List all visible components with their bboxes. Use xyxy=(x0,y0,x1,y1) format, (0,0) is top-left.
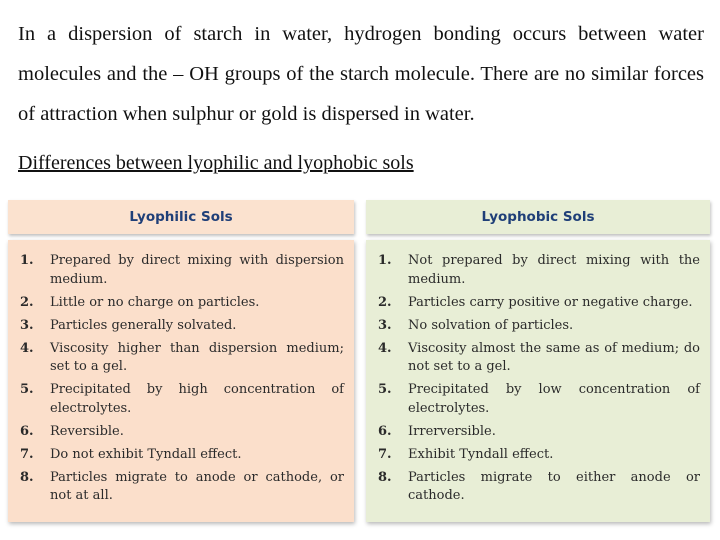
list-item xyxy=(378,381,700,418)
item-number: 8. xyxy=(20,469,34,485)
item-number: 5. xyxy=(378,382,392,397)
item-text: Exhibit Tyndall effect. xyxy=(408,446,554,462)
item-text: No solvation of particles. xyxy=(408,317,574,333)
list-item xyxy=(20,381,344,418)
item-text: Little or no charge on particles. xyxy=(50,294,260,310)
lyophobic-header: Lyophobic Sols xyxy=(366,200,710,234)
item-text: Reversible. xyxy=(50,423,124,439)
list-item xyxy=(20,294,344,313)
item-text: Viscosity higher than dispersion medium; set to a gel. xyxy=(50,340,344,374)
list-item xyxy=(378,469,700,506)
item-number: 1. xyxy=(378,253,392,268)
item-number: 1. xyxy=(20,253,34,268)
item-text: Do not exhibit Tyndall effect. xyxy=(50,446,242,462)
item-text: Particles carry positive or negative charge. xyxy=(408,294,693,310)
item-text: Particles generally solvated. xyxy=(50,317,237,333)
list-item xyxy=(378,252,700,289)
list-item xyxy=(378,294,700,313)
list-item xyxy=(378,340,700,377)
list-item xyxy=(378,423,700,442)
item-number: 4. xyxy=(378,340,392,356)
item-number: 2. xyxy=(378,294,392,310)
item-text: Prepared by direct mixing with dispersion medium. xyxy=(50,253,344,287)
item-number: 4. xyxy=(20,340,34,356)
lyophobic-list xyxy=(366,240,710,522)
list-item xyxy=(378,317,700,336)
lyophilic-header: Lyophilic Sols xyxy=(8,200,354,234)
list-item xyxy=(378,446,700,465)
item-number: 7. xyxy=(20,446,34,462)
item-text: Irrerversible. xyxy=(408,423,496,439)
item-text: Viscosity almost the same as of medium; do not set to a gel. xyxy=(408,340,700,374)
lyophilic-list xyxy=(8,240,354,522)
list-item xyxy=(20,252,344,289)
list-item xyxy=(20,340,344,377)
item-number: 5. xyxy=(20,382,34,397)
list-item xyxy=(20,423,344,442)
section-heading: Differences between lyophilic and lyophobic sols xyxy=(18,152,414,174)
item-number: 3. xyxy=(20,317,34,333)
intro-paragraph: In a dispersion of starch in water, hydrogen bonding occurs between water molecules and the – OH groups of the starch molecule. There are no similar forces of attraction when sulphur or gold is dispersed in water. xyxy=(18,23,704,125)
item-number: 7. xyxy=(378,446,392,462)
item-number: 6. xyxy=(20,423,34,439)
item-text: Precipitated by low concentration of electrolytes. xyxy=(408,382,700,416)
item-text: Particles migrate to anode or cathode, or not at all. xyxy=(50,469,344,503)
list-item xyxy=(20,446,344,465)
item-number: 3. xyxy=(378,317,392,333)
item-text: Not prepared by direct mixing with the medium. xyxy=(408,253,700,287)
list-item xyxy=(20,317,344,336)
item-number: 8. xyxy=(378,469,392,485)
list-item xyxy=(20,469,344,506)
item-number: 2. xyxy=(20,294,34,310)
item-text: Particles migrate to either anode or cathode. xyxy=(408,469,700,503)
item-number: 6. xyxy=(378,423,392,439)
item-text: Precipitated by high concentration of electrolytes. xyxy=(50,382,344,416)
